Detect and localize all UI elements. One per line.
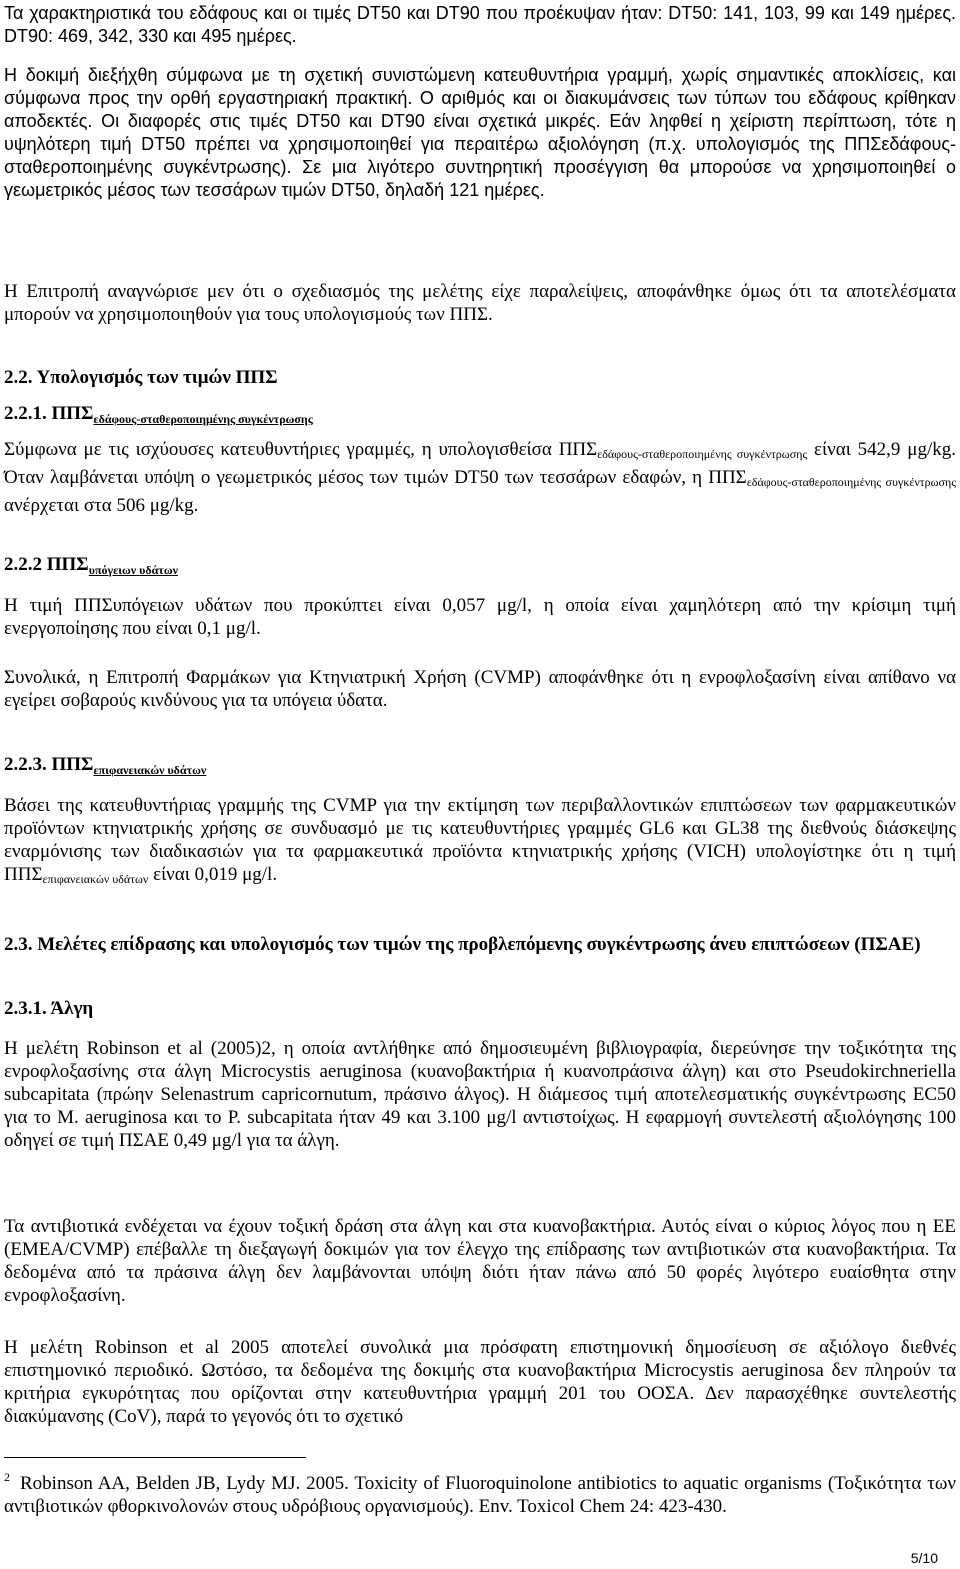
footnote-text: Robinson AA, Belden JB, Lydy MJ. 2005. Toxicity of Fluoroquinolone antibiotics to aquatic organisms (Τοξικότητα των αντιβιοτικών φθορκινολονών στους υδρόβιους οργανισμούς). Env. Toxicol Chem 24: 423-430. [4,1473,956,1517]
heading-2-2: 2.2. Υπολογισμός των τιμών ΠΠΣ [4,367,278,388]
heading-2-2-2-main: 2.2.2 ΠΠΣ [4,554,89,575]
paragraph-pec-soil [4,438,956,517]
pec-surface-text-a: Βάσει της κατευθυντήριας γραμμής της CVMP για την εκτίμηση των περιβαλλοντικών επιπτώσεων των φαρμακευτικών προϊόντων κτηνιατρικής χρήσης σε συνδυασμό με τις κατευθυντήριες γραμμές GL6 και GL38 της διεθνούς διάσκεψης εναρμόνισης των διαδικασιών για τα φαρμακευτικά προϊόντα κτηνιατρικής χρήσης (VICH) υπολογίστηκε ότι η τιμή ΠΠΣ [4,795,956,885]
pec-soil-subscript-1: εδάφους-σταθεροποιημένης συγκέντρωσης [597,447,808,461]
page-number: 5/10 [910,1550,938,1566]
pec-soil-text-a: Σύμφωνα με τις ισχύουσες κατευθυντήριες γραμμές, η υπολογισθείσα ΠΠΣ [4,439,598,460]
pec-surface-subscript: επιφανειακών υδάτων [42,872,149,886]
paragraph-robinson-evaluation: Η μελέτη Robinson et al 2005 αποτελεί συνολικά μια πρόσφατη επιστημονική δημοσίευση σε αξιόλογο διεθνές επιστημονικό περιοδικό. Ωστόσο, τα δεδομένα της δοκιμής στα κυανοβακτήρια Microcystis aeruginosa δεν πληρούν τα κριτήρια εγκυρότητας που ορίζονται στην κατευθυντήρια γραμμή 201 του ΟΟΣΑ. Δεν παρασχέθηκε συντελεστής διακύμανσης (CoV), παρά το γεγονός ότι το σχετικό [4,1337,956,1427]
paragraph-cvmp-groundwater: Συνολικά, η Επιτροπή Φαρμάκων για Κτηνιατρική Χρήση (CVMP) αποφάνθηκε ότι η ενροφλοξασίνη είναι απίθανο να εγείρει σοβαρούς κινδύνους για τα υπόγεια ύδατα. [4,667,956,711]
heading-2-3: 2.3. Μελέτες επίδρασης και υπολογισμός των τιμών της προβλεπόμενης συγκέντρωσης άνευ επιπτώσεων (ΠΣΑΕ) [4,934,921,955]
heading-2-2-3-main: 2.2.3. ΠΠΣ [4,754,94,775]
paragraph-antibiotics-algae: Τα αντιβιοτικά ενδέχεται να έχουν τοξική δράση στα άλγη και στα κυανοβακτήρια. Αυτός είναι ο κύριος λόγος που η ΕΕ (EMEA/CVMP) επέβαλλε τη διεξαγωγή δοκιμών για τον έλεγχο της επίδρασης των αντιβιοτικών στα κυανοβακτήρια. Τα δεδομένα από τα πράσινα άλγη δεν λαμβάνονται υπόψη διότι ήταν πάνω από 50 φορές λιγότερο ευαίσθητα στην ενροφλοξασίνη. [4,1216,956,1306]
footnote-separator [4,1457,306,1458]
heading-2-2-1 [4,402,313,431]
paragraph-robinson-study: Η μελέτη Robinson et al (2005)2, η οποία αντλήθηκε από δημοσιευμένη βιβλιογραφία, διερεύνησε την τοξικότητα της ενροφλοξασίνης στα άλγη Microcystis aeruginosa (κυανοβακτήρια ή κυανοπράσινα άλγη) και στο Pseudokirchneriella subcapitata (πρώην Selenastrum capricornutum, πράσινο άλγος). Η διάμεσος τιμή αποτελεσματικής συγκέντρωσης EC50 για το M. aeruginosa και το P. subcapitata ήταν 49 και 3.100 μg/l αντιστοίχως. Η εφαρμογή συντελεστή αξιολόγησης 100 οδηγεί σε τιμή ΠΣΑΕ 0,49 μg/l για τα άλγη. [4,1038,956,1151]
heading-2-2-1-subscript: εδάφους-σταθεροποιημένης συγκέντρωσης [93,412,313,426]
pec-soil-text-c: ανέρχεται στα 506 μg/kg. [4,495,199,516]
heading-2-2-3-subscript: επιφανειακών υδάτων [93,763,207,777]
heading-2-2-2 [4,553,178,582]
paragraph-pec-groundwater: Η τιμή ΠΠΣυπόγειων υδάτων που προκύπτει είναι 0,057 μg/l, η οποία είναι χαμηλότερη από την κρίσιμη τιμή ενεργοποίησης που είναι 0,1 μg/l. [4,595,956,639]
paragraph-test-conduct: Η δοκιμή διεξήχθη σύμφωνα με τη σχετική συνιστώμενη κατευθυντήρια γραμμή, χωρίς σημαντικές αποκλίσεις, και σύμφωνα προς την ορθή εργαστηριακή πρακτική. Ο αριθμός και οι διακυμάνσεις των τύπων του εδάφους κρίθηκαν αποδεκτές. Οι διαφορές στις τιμές DT50 και DT90 είναι σχετικά μικρές. Εάν ληφθεί η χείριστη περίπτωση, τότε η υψηλότερη τιμή DT50 πρέπει να χρησιμοποιηθεί για περαιτέρω αξιολόγηση (π.χ. υπολογισμός της ΠΠΣεδάφους-σταθεροποιημένης συγκέντρωσης). Σε μια λιγότερο συντηρητική προσέγγιση θα μπορούσε να χρησιμοποιηθεί ο γεωμετρικός μέσος των τεσσάρων τιμών DT50, δηλαδή 121 ημέρες. [4,65,956,200]
footnote-number: 2 [4,1470,10,1484]
paragraph-committee: Η Επιτροπή αναγνώρισε μεν ότι ο σχεδιασμός της μελέτης είχε παραλείψεις, αποφάνθηκε όμως ότι τα αποτελέσματα μπορούν να χρησιμοποιηθούν για τους υπολογισμούς των ΠΠΣ. [4,281,956,325]
pec-soil-text-b: είναι 542,9 μg/kg. Όταν λαμβάνεται υπόψη ο γεωμετρικός μέσος των τιμών DT50 των τεσσάρων εδαφών, η ΠΠΣ [4,439,956,488]
pec-soil-subscript-2: εδάφους-σταθεροποιημένης συγκέντρωσης [746,475,956,489]
footnote [4,1466,956,1518]
heading-2-2-1-main: 2.2.1. ΠΠΣ [4,403,94,424]
heading-2-2-3 [4,753,206,782]
heading-2-2-2-subscript: υπόγειων υδάτων [88,563,178,577]
paragraph-dt-values: Τα χαρακτηριστικά του εδάφους και οι τιμές DT50 και DT90 που προέκυψαν ήταν: DT50: 141, 103, 99 και 149 ημέρες. DT90: 469, 342, 330 και 495 ημέρες. [4,3,956,46]
pec-surface-text-b: είναι 0,019 μg/l. [148,864,278,885]
paragraph-pec-surface [4,794,956,891]
heading-2-3-1: 2.3.1. Άλγη [4,998,94,1019]
